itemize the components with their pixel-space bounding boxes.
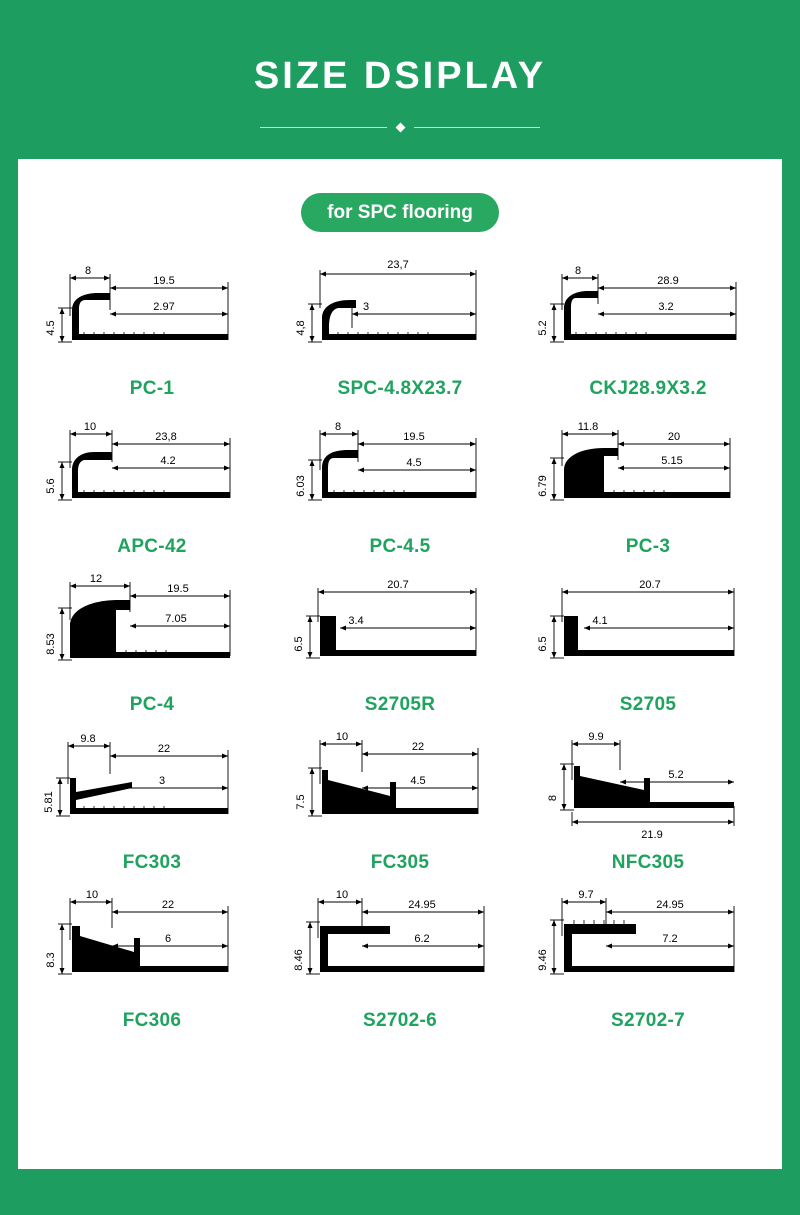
dim-inner: 3 [158,774,166,787]
profile-drawing [32,880,272,1008]
profile-drawing [280,406,520,534]
dim-top-left: 8 [574,264,582,277]
profile-label: CKJ28.9X3.2 [589,377,707,399]
dim-left: 5.81 [43,791,55,813]
profile-label: PC-1 [129,377,175,399]
profile-item [524,722,772,874]
dim-top-left: 8 [334,420,342,433]
title-divider [260,124,540,131]
dim-left: 6.5 [537,636,549,652]
dim-top-left: 12 [89,572,103,585]
profile-label: PC-3 [625,535,671,557]
profile-item [276,722,524,874]
dim-left: 6.79 [537,475,549,497]
divider-diamond-icon [395,122,405,132]
dim-left: 8 [547,794,559,801]
dim-inner: 3.2 [658,300,674,313]
profile-item [524,880,772,1032]
dim-top-left: 10 [83,420,97,433]
dim-top-left: 11.8 [577,420,599,433]
dim-inner: 3.4 [348,614,364,627]
profile-drawing [280,564,520,692]
profile-label: FC303 [122,851,182,873]
profile-item [28,406,276,558]
profile-item [28,564,276,716]
dim-left: 4,8 [295,320,307,336]
profile-item [28,248,276,400]
profile-label: APC-42 [117,535,187,557]
profile-drawing [32,406,272,534]
dim-top-right: 20.7 [639,578,661,591]
profile-item [524,564,772,716]
profile-label: PC-4.5 [369,535,431,557]
profile-item [276,564,524,716]
category-pill-wrap [18,193,782,232]
content-card [18,159,782,1169]
profile-drawing [528,406,768,534]
page-header [0,0,800,131]
dim-inner: 3 [362,300,370,313]
dim-top-left: 9.9 [588,730,604,743]
profile-item [524,406,772,558]
dim-top-right: 19.5 [153,274,175,287]
profile-label: S2702-7 [611,1009,685,1031]
dim-top-right: 22 [411,740,425,753]
profile-drawing [528,722,768,850]
profile-grid [18,242,782,1032]
dim-inner: 7.05 [165,612,187,625]
dim-inner: 4.2 [160,454,176,467]
dim-left: 6.5 [293,636,305,652]
profile-label: NFC305 [611,851,685,873]
divider-line-left [260,127,387,128]
dim-inner: 2.97 [153,300,175,313]
dim-left: 7.5 [295,794,307,810]
dim-top-left: 9.8 [80,732,96,745]
dim-inner: 5.2 [668,768,684,781]
dim-top-right: 23,8 [155,430,177,443]
dim-left: 6.03 [295,475,307,497]
dim-top-left: 9.7 [578,888,594,901]
dim-left: 5.2 [537,320,549,336]
profile-label: S2705 [619,693,677,715]
profile-item [28,722,276,874]
dim-left: 5.6 [45,478,57,494]
dim-top-right: 19.5 [403,430,425,443]
dim-top-left: 10 [335,888,349,901]
dim-left: 9.46 [537,949,549,971]
profile-label: PC-4 [129,693,175,715]
category-pill: for SPC flooring [301,193,499,232]
dim-inner: 6 [164,932,172,945]
dim-top-right: 23,7 [387,258,409,271]
profile-label: S2702-6 [363,1009,437,1031]
dim-top-left: 8 [84,264,92,277]
dim-top-right: 22 [157,742,171,755]
dim-inner: 4.5 [406,456,422,469]
profile-drawing [528,880,768,1008]
dim-top-left: 10 [335,730,349,743]
profile-drawing [280,880,520,1008]
profile-drawing [528,248,768,376]
dim-top-right: 20 [667,430,681,443]
dim-top-right: 22 [161,898,175,911]
dim-inner: 4.1 [592,614,608,627]
profile-item [276,880,524,1032]
dim-left: 8.3 [45,952,57,968]
page-title: SIZE DSIPLAY [253,55,547,97]
profile-item [28,880,276,1032]
profile-label: S2705R [364,693,436,715]
divider-line-right [414,127,541,128]
dim-top-right: 24.95 [656,898,684,911]
profile-drawing [32,722,272,850]
profile-drawing [32,564,272,692]
profile-drawing [280,722,520,850]
profile-drawing [280,248,520,376]
dim-top-left: 10 [85,888,99,901]
dim-inner: 4.5 [410,774,426,787]
dim-bottom: 21.9 [641,828,663,841]
dim-left: 8.46 [293,949,305,971]
profile-item [524,248,772,400]
profile-label: SPC-4.8X23.7 [337,377,463,399]
profile-drawing [32,248,272,376]
profile-item [276,248,524,400]
profile-label: FC306 [122,1009,182,1031]
dim-inner: 7.2 [662,932,678,945]
dim-top-right: 20.7 [387,578,409,591]
profile-label: FC305 [370,851,430,873]
dim-top-right: 19.5 [167,582,189,595]
dim-left: 8.53 [45,633,57,655]
dim-top-right: 28.9 [657,274,679,287]
dim-left: 4.5 [45,320,57,336]
dim-inner: 5.15 [661,454,683,467]
dim-inner: 6.2 [414,932,430,945]
profile-item [276,406,524,558]
dim-top-right: 24.95 [408,898,436,911]
profile-drawing [528,564,768,692]
